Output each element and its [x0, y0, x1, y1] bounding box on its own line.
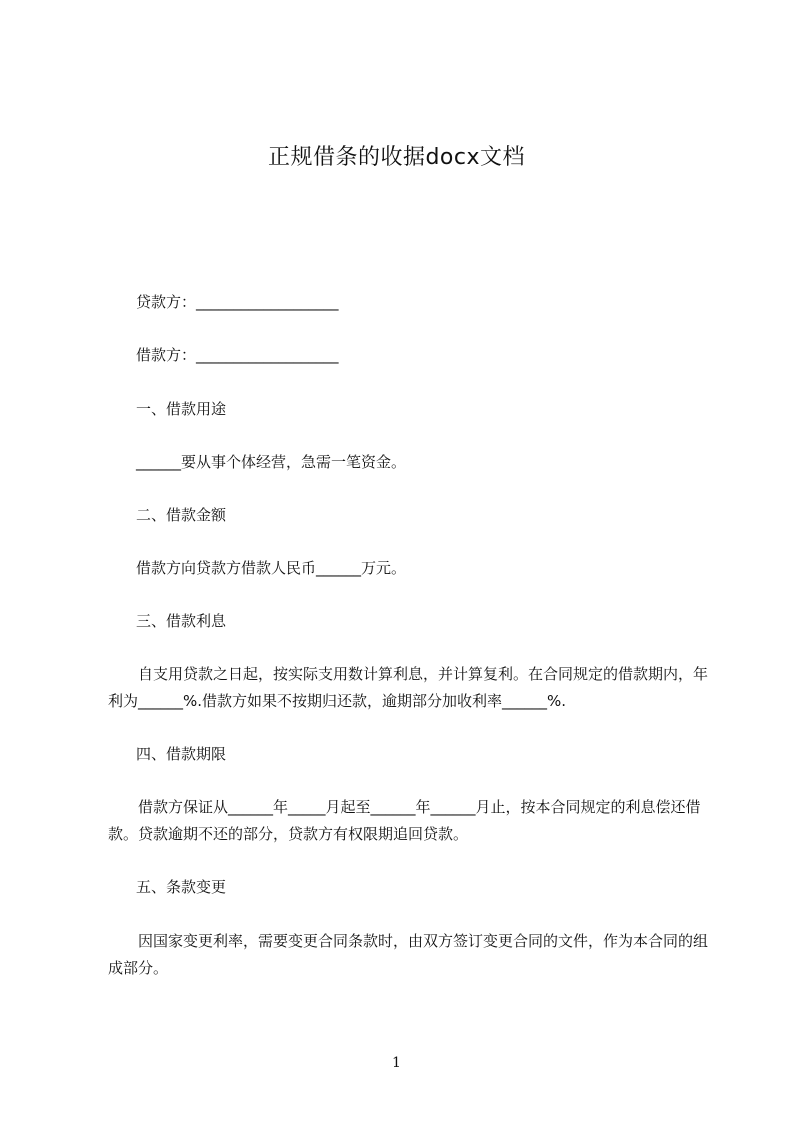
section-heading-interest: 三、借款利息: [136, 612, 227, 630]
section-heading-changes: 五、条款变更: [136, 878, 227, 896]
section-body-changes-text: 因国家变更利率，需要变更合同条款时，由双方签订变更合同的文件，作为本合同的组成部分。: [108, 932, 709, 977]
section-body-amount: 借款方向贷款方借款人民币______万元。: [136, 559, 407, 577]
section-body-term-text: 借款方保证从______年_____月起至______年______月止，按本合同规定的利息偿还借款。贷款逾期不还的部分，贷款方有权限期追回贷款。: [108, 798, 701, 843]
section-body-interest-text: 自支用贷款之日起，按实际支用数计算利息，并计算复利。在合同规定的借款期内，年利为______%.借款方如果不按期归还款，逾期部分加收利率______%.: [108, 665, 709, 710]
section-body-purpose: ______要从事个体经营，急需一笔资金。: [136, 453, 407, 471]
section-body-interest: [108, 661, 708, 715]
document-title: 正规借条的收据docx文档: [267, 145, 526, 170]
section-heading-term: 四、借款期限: [136, 745, 227, 763]
section-heading-amount: 二、借款金额: [136, 506, 227, 524]
section-body-changes: [108, 928, 708, 982]
borrower-line: 借款方：___________________: [136, 346, 339, 364]
section-body-term: [108, 794, 708, 848]
lender-line: 贷款方：___________________: [136, 293, 339, 311]
section-heading-purpose: 一、借款用途: [136, 400, 227, 418]
page-number: 1: [392, 1055, 401, 1071]
